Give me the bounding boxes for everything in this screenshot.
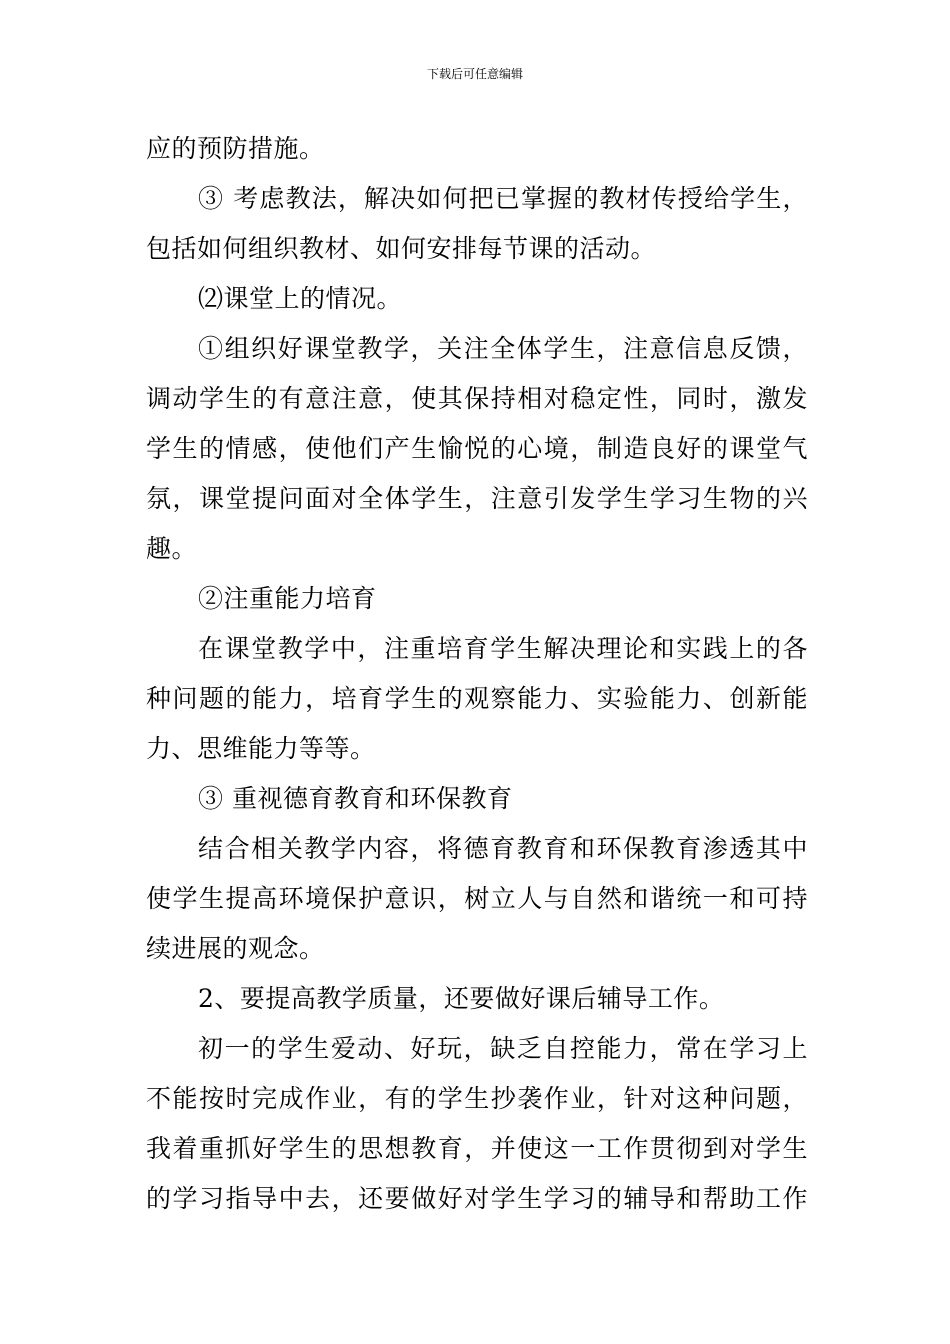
text-line: 学生的情感，使他们产生愉悦的心境，制造良好的课堂气 <box>146 434 808 463</box>
text-line: 包括如何组织教材、如何安排每节课的活动。 <box>146 234 657 263</box>
text-line: 应的预防措施。 <box>146 134 325 163</box>
text-line: 趣。 <box>146 534 198 563</box>
text-line: 在课堂教学中，注重培育学生解决理论和实践上的各 <box>198 634 808 663</box>
text-line: ①组织好课堂教学，关注全体学生，注意信息反馈， <box>198 334 808 363</box>
text-line: 的学习指导中去，还要做好对学生学习的辅导和帮助工作 <box>146 1184 808 1213</box>
text-line: 初一的学生爱动、好玩，缺乏自控能力，常在学习上 <box>198 1034 808 1063</box>
text-line: 结合相关教学内容，将德育教育和环保教育渗透其中 <box>198 834 808 863</box>
text-line: 力、思维能力等等。 <box>146 734 376 763</box>
document-body <box>146 124 808 1224</box>
text-line: 使学生提高环境保护意识，树立人与自然和谐统一和可持 <box>146 884 808 913</box>
text-line: 调动学生的有意注意，使其保持相对稳定性，同时，激发 <box>146 384 808 413</box>
text-line: ⑵课堂上的情况。 <box>198 284 403 313</box>
text-line: 2、要提高教学质量，还要做好课后辅导工作。 <box>198 984 725 1013</box>
text-line: ③ 考虑教法，解决如何把已掌握的教材传授给学生， <box>198 184 808 213</box>
text-line: 续进展的观念。 <box>146 934 325 963</box>
text-line: 种问题的能力，培育学生的观察能力、实验能力、创新能 <box>146 684 808 713</box>
text-line: ②注重能力培育 <box>198 584 377 613</box>
text-line: 不能按时完成作业，有的学生抄袭作业，针对这种问题， <box>146 1084 808 1113</box>
text-line: ③ 重视德育教育和环保教育 <box>198 784 513 813</box>
page-header: 下载后可任意编辑 <box>426 67 523 81</box>
text-line: 氛，课堂提问面对全体学生，注意引发学生学习生物的兴 <box>146 484 808 513</box>
text-line: 我着重抓好学生的思想教育，并使这一工作贯彻到对学生 <box>146 1134 808 1163</box>
